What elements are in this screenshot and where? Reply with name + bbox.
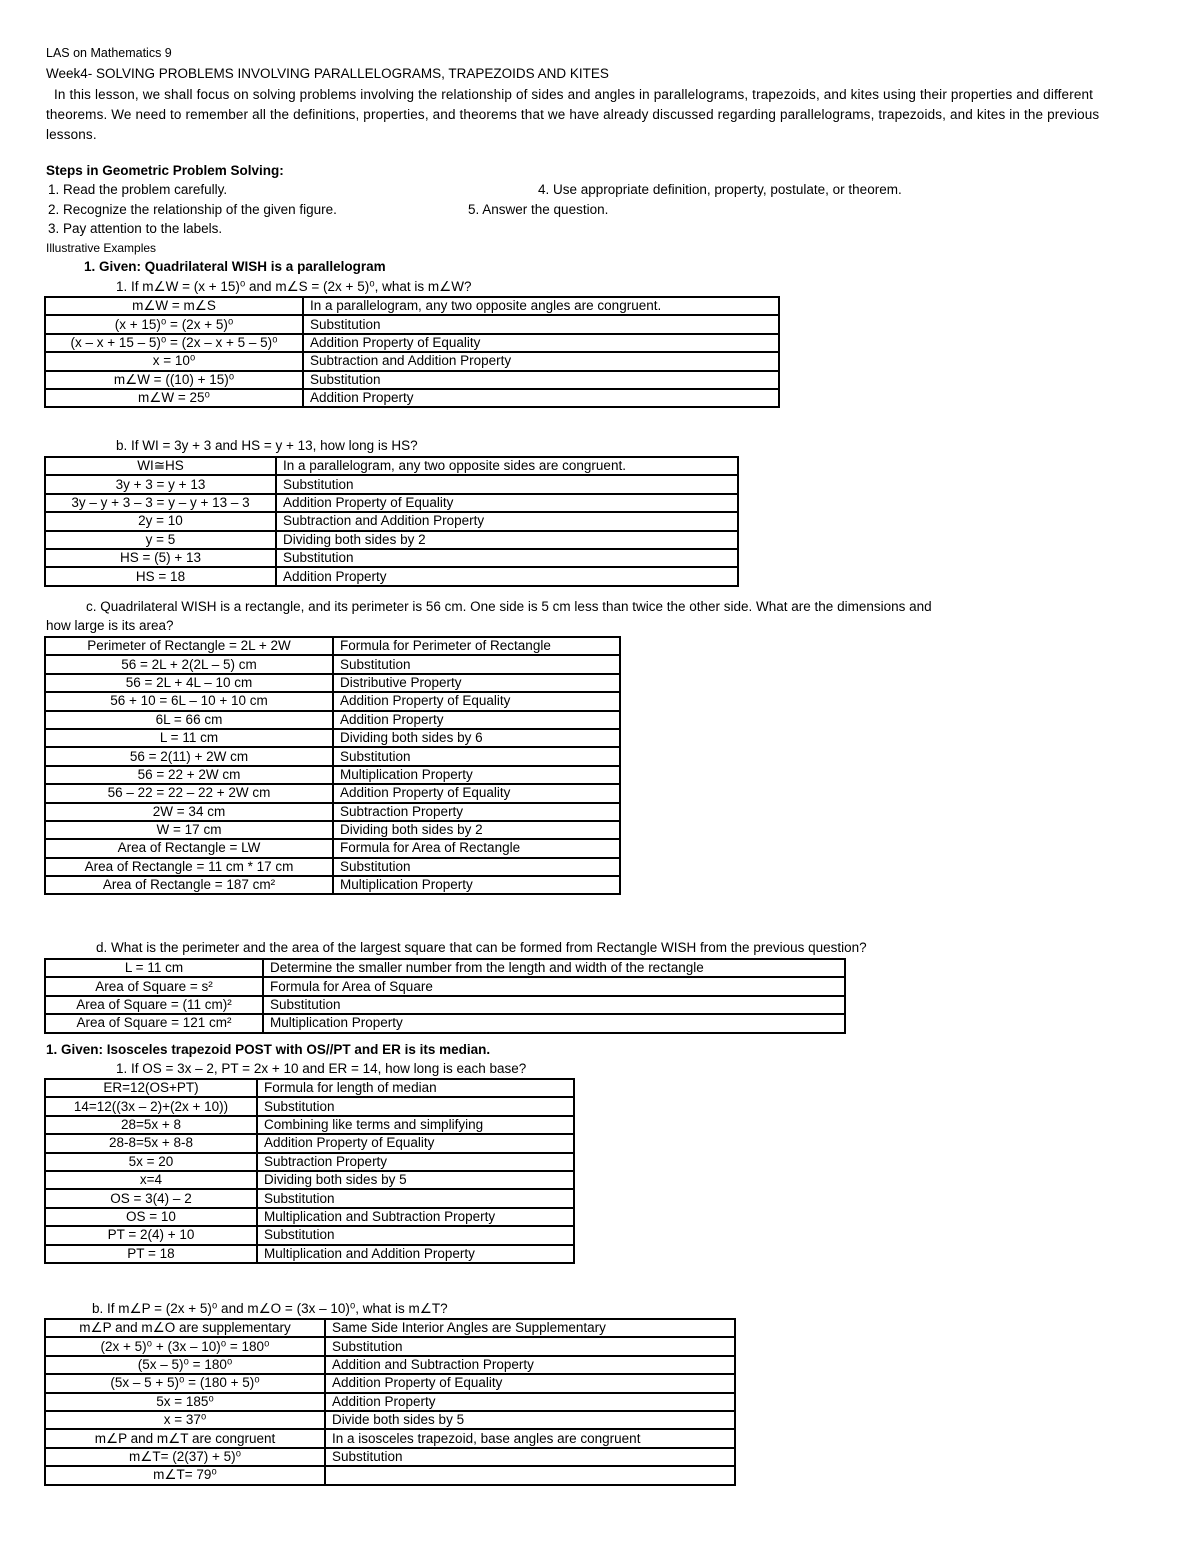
reason-cell: Dividing both sides by 2 bbox=[333, 821, 620, 839]
statement-cell: PT = 18 bbox=[45, 1245, 257, 1263]
reason-cell: Subtraction and Addition Property bbox=[303, 352, 779, 370]
statement-cell: m∠T= (2(37) + 5)⁰ bbox=[45, 1448, 325, 1466]
statement-cell: x=4 bbox=[45, 1171, 257, 1189]
reason-cell: In a parallelogram, any two opposite sides are congruent. bbox=[276, 457, 738, 475]
reason-cell: Substitution bbox=[333, 747, 620, 765]
reason-cell: Addition Property of Equality bbox=[303, 334, 779, 352]
table-row bbox=[45, 1411, 735, 1429]
solution-table-5 bbox=[44, 1078, 575, 1264]
statement-cell: (2x + 5)⁰ + (3x – 10)⁰ = 180⁰ bbox=[45, 1337, 325, 1355]
table-row bbox=[45, 352, 779, 370]
reason-cell: Dividing both sides by 5 bbox=[257, 1171, 574, 1189]
reason-cell: Divide both sides by 5 bbox=[325, 1411, 735, 1429]
step-2: 2. Recognize the relationship of the given figure. bbox=[48, 202, 337, 217]
statement-cell: W = 17 cm bbox=[45, 821, 333, 839]
solution-table-2 bbox=[44, 456, 739, 587]
question-1a: 1. If m∠W = (x + 15)⁰ and m∠S = (2x + 5)⁰, what is m∠W? bbox=[116, 279, 472, 294]
reason-cell: Addition Property of Equality bbox=[276, 494, 738, 512]
statement-cell: WI≅HS bbox=[45, 457, 276, 475]
step-3: 3. Pay attention to the labels. bbox=[48, 221, 223, 236]
reason-cell: Formula for length of median bbox=[257, 1079, 574, 1097]
question-1c-line2: how large is its area? bbox=[46, 618, 174, 633]
table-row bbox=[45, 977, 845, 995]
table-row bbox=[45, 637, 620, 655]
statement-cell: m∠W = m∠S bbox=[45, 297, 303, 315]
document-title: Week4- SOLVING PROBLEMS INVOLVING PARALLELOGRAMS, TRAPEZOIDS AND KITES bbox=[46, 66, 609, 81]
question-1b: b. If WI = 3y + 3 and HS = y + 13, how long is HS? bbox=[116, 438, 418, 453]
statement-cell: 56 – 22 = 22 – 22 + 2W cm bbox=[45, 784, 333, 802]
reason-cell: Substitution bbox=[325, 1337, 735, 1355]
table-row bbox=[45, 876, 620, 894]
intro-paragraph: In this lesson, we shall focus on solving problems involving the relationship of sides and angles in parallelograms, trapezoids, and kites using their properties and different theorems. We need to remember all the definitions, properties, and theorems that we have already discussed regarding parallelograms, trapezoids, and kites in the previous lessons. bbox=[46, 87, 1100, 142]
reason-cell: Substitution bbox=[263, 996, 845, 1014]
document-subject: LAS on Mathematics 9 bbox=[46, 46, 172, 60]
statement-cell: 28-8=5x + 8-8 bbox=[45, 1134, 257, 1152]
statement-cell: HS = 18 bbox=[45, 567, 276, 585]
table-row bbox=[45, 1429, 735, 1447]
statement-cell: Area of Rectangle = LW bbox=[45, 839, 333, 857]
table-row bbox=[45, 1153, 574, 1171]
table-row bbox=[45, 1134, 574, 1152]
reason-cell: Multiplication Property bbox=[333, 766, 620, 784]
statement-cell: (5x – 5 + 5)⁰ = (180 + 5)⁰ bbox=[45, 1374, 325, 1392]
table-row bbox=[45, 996, 845, 1014]
statement-cell: x = 10⁰ bbox=[45, 352, 303, 370]
statement-cell: ER=12(OS+PT) bbox=[45, 1079, 257, 1097]
reason-cell: Addition Property of Equality bbox=[333, 692, 620, 710]
table-row bbox=[45, 315, 779, 333]
step-5: 5. Answer the question. bbox=[468, 202, 609, 217]
statement-cell: 56 + 10 = 6L – 10 + 10 cm bbox=[45, 692, 333, 710]
reason-cell: Addition Property of Equality bbox=[257, 1134, 574, 1152]
reason-cell: Multiplication Property bbox=[263, 1014, 845, 1032]
reason-cell: Dividing both sides by 2 bbox=[276, 531, 738, 549]
reason-cell: Substitution bbox=[333, 655, 620, 673]
statement-cell: m∠T= 79⁰ bbox=[45, 1466, 325, 1484]
table-row bbox=[45, 655, 620, 673]
statement-cell: 2y = 10 bbox=[45, 512, 276, 530]
table-row bbox=[45, 457, 738, 475]
statement-cell: Perimeter of Rectangle = 2L + 2W bbox=[45, 637, 333, 655]
table-row bbox=[45, 371, 779, 389]
statement-cell: (x – x + 15 – 5)⁰ = (2x – x + 5 – 5)⁰ bbox=[45, 334, 303, 352]
statement-cell: OS = 3(4) – 2 bbox=[45, 1189, 257, 1207]
table-row bbox=[45, 729, 620, 747]
table-row bbox=[45, 1189, 574, 1207]
table-row bbox=[45, 1393, 735, 1411]
statement-cell: 3y – y + 3 – 3 = y – y + 13 – 3 bbox=[45, 494, 276, 512]
statement-cell: 5x = 185⁰ bbox=[45, 1393, 325, 1411]
solution-table-6 bbox=[44, 1318, 736, 1486]
reason-cell: Substitution bbox=[257, 1226, 574, 1244]
reason-cell: Same Side Interior Angles are Supplementary bbox=[325, 1319, 735, 1337]
table-row bbox=[45, 389, 779, 407]
reason-cell: Substitution bbox=[303, 315, 779, 333]
statement-cell: (5x – 5)⁰ = 180⁰ bbox=[45, 1356, 325, 1374]
reason-cell: Addition Property bbox=[303, 389, 779, 407]
table-row bbox=[45, 821, 620, 839]
table-row bbox=[45, 1448, 735, 1466]
reason-cell: Addition Property of Equality bbox=[325, 1374, 735, 1392]
table-row bbox=[45, 784, 620, 802]
table-row bbox=[45, 1226, 574, 1244]
statement-cell: Area of Square = s² bbox=[45, 977, 263, 995]
statement-cell: x = 37⁰ bbox=[45, 1411, 325, 1429]
reason-cell: Substitution bbox=[303, 371, 779, 389]
table-row bbox=[45, 531, 738, 549]
statement-cell: 56 = 2L + 4L – 10 cm bbox=[45, 674, 333, 692]
reason-cell: Multiplication Property bbox=[333, 876, 620, 894]
reason-cell: In a isosceles trapezoid, base angles are congruent bbox=[325, 1429, 735, 1447]
statement-cell: 28=5x + 8 bbox=[45, 1116, 257, 1134]
table-row bbox=[45, 512, 738, 530]
table-row bbox=[45, 674, 620, 692]
table-row bbox=[45, 334, 779, 352]
reason-cell: Substitution bbox=[276, 549, 738, 567]
given-parallelogram: 1. Given: Quadrilateral WISH is a parallelogram bbox=[84, 259, 386, 274]
statement-cell: HS = (5) + 13 bbox=[45, 549, 276, 567]
table-row bbox=[45, 1466, 735, 1484]
statement-cell: 14=12((3x – 2)+(2x + 10)) bbox=[45, 1097, 257, 1115]
illustrative-examples-label: Illustrative Examples bbox=[46, 241, 157, 255]
reason-cell: Formula for Area of Square bbox=[263, 977, 845, 995]
table-row bbox=[45, 1171, 574, 1189]
table-row bbox=[45, 297, 779, 315]
table-row bbox=[45, 1356, 735, 1374]
question-1c-line1: c. Quadrilateral WISH is a rectangle, and its perimeter is 56 cm. One side is 5 cm less than twice the other side. What are the dimensions and bbox=[86, 599, 932, 614]
reason-cell: Addition Property of Equality bbox=[333, 784, 620, 802]
statement-cell: OS = 10 bbox=[45, 1208, 257, 1226]
table-row bbox=[45, 1245, 574, 1263]
table-row bbox=[45, 803, 620, 821]
statement-cell: Area of Rectangle = 11 cm * 17 cm bbox=[45, 858, 333, 876]
table-row bbox=[45, 1337, 735, 1355]
table-row bbox=[45, 1374, 735, 1392]
table-row bbox=[45, 1319, 735, 1337]
table-row bbox=[45, 567, 738, 585]
reason-cell: Addition and Subtraction Property bbox=[325, 1356, 735, 1374]
table-row bbox=[45, 766, 620, 784]
steps-title: Steps in Geometric Problem Solving: bbox=[46, 163, 284, 178]
reason-cell: Addition Property bbox=[333, 711, 620, 729]
table-row bbox=[45, 692, 620, 710]
reason-cell: Substitution bbox=[257, 1189, 574, 1207]
solution-table-4 bbox=[44, 958, 846, 1034]
reason-cell: Multiplication and Addition Property bbox=[257, 1245, 574, 1263]
reason-cell: Subtraction Property bbox=[257, 1153, 574, 1171]
table-row bbox=[45, 475, 738, 493]
step-4: 4. Use appropriate definition, property, postulate, or theorem. bbox=[538, 182, 902, 197]
table-row bbox=[45, 959, 845, 977]
statement-cell: m∠P and m∠T are congruent bbox=[45, 1429, 325, 1447]
statement-cell: L = 11 cm bbox=[45, 729, 333, 747]
step-1: 1. Read the problem carefully. bbox=[48, 182, 228, 197]
statement-cell: m∠P and m∠O are supplementary bbox=[45, 1319, 325, 1337]
statement-cell: Area of Rectangle = 187 cm² bbox=[45, 876, 333, 894]
table-row bbox=[45, 858, 620, 876]
statement-cell: (x + 15)⁰ = (2x + 5)⁰ bbox=[45, 315, 303, 333]
statement-cell: 5x = 20 bbox=[45, 1153, 257, 1171]
table-row bbox=[45, 1097, 574, 1115]
statement-cell: 56 = 2(11) + 2W cm bbox=[45, 747, 333, 765]
reason-cell: Distributive Property bbox=[333, 674, 620, 692]
solution-table-3 bbox=[44, 636, 621, 895]
table-row bbox=[45, 711, 620, 729]
statement-cell: 6L = 66 cm bbox=[45, 711, 333, 729]
reason-cell: Formula for Area of Rectangle bbox=[333, 839, 620, 857]
statement-cell: 3y + 3 = y + 13 bbox=[45, 475, 276, 493]
statement-cell: L = 11 cm bbox=[45, 959, 263, 977]
reason-cell: Combining like terms and simplifying bbox=[257, 1116, 574, 1134]
reason-cell: Determine the smaller number from the length and width of the rectangle bbox=[263, 959, 845, 977]
reason-cell: Subtraction and Addition Property bbox=[276, 512, 738, 530]
table-row bbox=[45, 839, 620, 857]
reason-cell: Substitution bbox=[257, 1097, 574, 1115]
reason-cell: Subtraction Property bbox=[333, 803, 620, 821]
statement-cell: Area of Square = 121 cm² bbox=[45, 1014, 263, 1032]
reason-cell: Substitution bbox=[276, 475, 738, 493]
reason-cell: In a parallelogram, any two opposite angles are congruent. bbox=[303, 297, 779, 315]
question-2a: 1. If OS = 3x – 2, PT = 2x + 10 and ER = 14, how long is each base? bbox=[116, 1061, 527, 1076]
reason-cell: Multiplication and Subtraction Property bbox=[257, 1208, 574, 1226]
table-row bbox=[45, 1079, 574, 1097]
reason-cell: Addition Property bbox=[276, 567, 738, 585]
reason-cell: Substitution bbox=[333, 858, 620, 876]
solution-table-1 bbox=[44, 296, 780, 408]
statement-cell: 56 = 2L + 2(2L – 5) cm bbox=[45, 655, 333, 673]
question-1d: d. What is the perimeter and the area of the largest square that can be formed from Rectangle WISH from the previous question? bbox=[96, 940, 867, 955]
table-row bbox=[45, 494, 738, 512]
reason-cell: Addition Property bbox=[325, 1393, 735, 1411]
statement-cell: 56 = 22 + 2W cm bbox=[45, 766, 333, 784]
statement-cell: Area of Square = (11 cm)² bbox=[45, 996, 263, 1014]
table-row bbox=[45, 549, 738, 567]
table-row bbox=[45, 1208, 574, 1226]
given-isosceles-trapezoid: 1. Given: Isosceles trapezoid POST with OS//PT and ER is its median. bbox=[46, 1042, 491, 1057]
reason-cell: Formula for Perimeter of Rectangle bbox=[333, 637, 620, 655]
statement-cell: PT = 2(4) + 10 bbox=[45, 1226, 257, 1244]
table-row bbox=[45, 1014, 845, 1032]
table-row bbox=[45, 747, 620, 765]
statement-cell: m∠W = 25⁰ bbox=[45, 389, 303, 407]
statement-cell: y = 5 bbox=[45, 531, 276, 549]
statement-cell: m∠W = ((10) + 15)⁰ bbox=[45, 371, 303, 389]
reason-cell: Substitution bbox=[325, 1448, 735, 1466]
statement-cell: 2W = 34 cm bbox=[45, 803, 333, 821]
reason-cell bbox=[325, 1466, 735, 1484]
reason-cell: Dividing both sides by 6 bbox=[333, 729, 620, 747]
question-2b: b. If m∠P = (2x + 5)⁰ and m∠O = (3x – 10)⁰, what is m∠T? bbox=[92, 1301, 448, 1316]
table-row bbox=[45, 1116, 574, 1134]
